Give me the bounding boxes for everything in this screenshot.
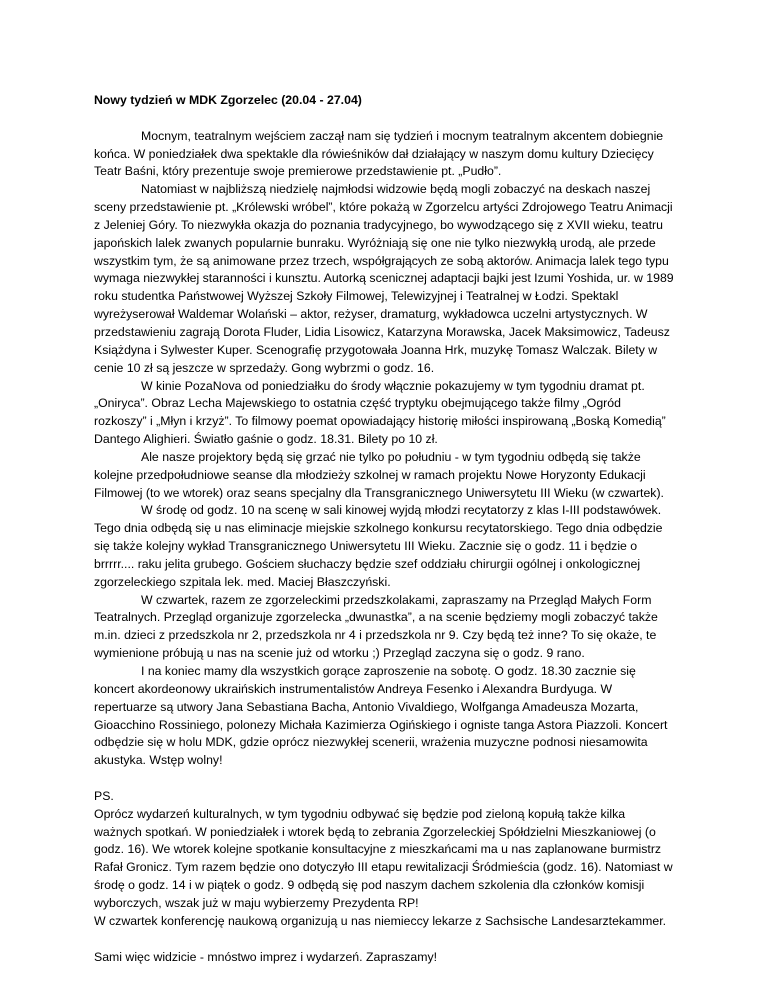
paragraph-cinema-oniryca: W kinie PozaNova od poniedziałku do środy włącznie pokazujemy w tym tygodniu dramat pt. „Oniryca”. Obraz Lecha Majewskiego to ostatnia część tryptyku obejmującego także filmy „Ogród rozkoszy” i „Młyn i krzyż”. To filmowy poemat opowiadający historię miłości inspirowaną „Boską Komedią” Dantego Alighieri. Światło gaśnie o godz. 18.31. Bilety po 10 zł. [94,378,666,447]
paragraph-accordion-concert: I na koniec mamy dla wszystkich gorące zaproszenie na sobotę. O godz. 18.30 zacznie się koncert akordeonowy ukraińskich instrumentalistów Andreya Fesenko i Alexandra Burdyuga. W repertuarze są utwory Jana Sebastiana Bacha, Antonio Vivaldiego, Wolfganga Amadeusza Mozarta, Gioacchino Rossiniego, polonezy Michała Kazimierza Ogińskiego i ogniste tanga Astora Piazzoli. Koncert odbędzie się w holu MDK, gdzie oprócz niezwykłej scenerii, wrażenia muzyczne podnosi niesamowita akustyka. Wstęp wolny! [94,664,668,768]
paragraph-krolewski-wrobel: Natomiast w najbliższą niedzielę najmłodsi widzowie będą mogli zobaczyć na deskach naszej sceny przedstawienie pt. „Królewski wróbel”, które pokażą w Zgorzelcu artyści Zdrojowego Teatru Animacji z Jeleniej Góry. To niezwykła okazja do poznania tradycyjnego, bo wywodzącego się z XVII wieku, teatru japońskich lalek zwanych popularnie bunraku. Wyróżniają się one nie tylko niezwykłą urodą, ale przede wszystkim tym, że są animowane przez trzech, współgrających ze sobą aktorów. Animacja lalek tego typu wymaga niezwykłej staranności i kunsztu. Autorką scenicznej adaptacji bajki jest Izumi Yoshida, ur. w 1989 roku studentka Państwowej Wyższej Szkoły Filmowej, Telewizyjnej i Teatralnej w Łodzi. Spektakl wyreżyserował Waldemar Wolański – aktor, reżyser, dramaturg, wykładowca uczelni artystycznych. W przedstawieniu zagrają Dorota Fluder, Lidia Lisowicz, Katarzyna Morawska, Jacek Maksimowicz, Tadeusz Książdyna i Sylwester Kuper. Scenografię przygotowała Joanna Hrk, muzykę Tomasz Walczak. Bilety w cenie 10 zł są jeszcze w sprzedaży. Gong wybrzmi o godz. 16. [94,182,674,375]
ps-paragraph-conference: W czwartek konferencję naukową organizują u nas niemieccy lekarze z Sachsische Landesarztekammer. [94,913,667,928]
paragraph-small-theater-forms: W czwartek, razem ze zgorzeleckimi przedszkolakami, zapraszamy na Przegląd Małych Form Teatralnych. Przegląd organizuje zgorzelecka „dwunastka”, a na scenie będziemy mogli zobaczyć także m.in. dzieci z przedszkola nr 2, przedszkola nr 4 i przedszkola nr 9. Czy będą też inne? To się okaże, te wymienione próbują u nas na scenie już od wtorku ;) Przegląd zaczyna się o godz. 9 rano. [94,592,658,661]
paragraph-theater-week: Mocnym, teatralnym wejściem zaczął nam się tydzień i mocnym teatralnym akcentem dobiegnie końca. W poniedziałek dwa spektakle dla rówieśników dał działający w naszym domu kultury Dziecięcy Teatr Baśni, który prezentuje swoje premierowe przedstawienie pt. „Pudło”. [94,128,664,179]
blank-line [94,770,676,788]
document-title: Nowy tydzień w MDK Zgorzelec (20.04 - 27.04) [94,93,362,107]
ps-paragraph-meetings: Oprócz wydarzeń kulturalnych, w tym tygodniu odbywać się będzie pod zieloną kopułą także kilka ważnych spotkań. W poniedziałek i wtorek będą to zebrania Zgorzeleckiej Spółdzielni Mieszkaniowej (o godz. 16). We wtorek kolejne spotkanie konsultacyjne z mieszkańcami ma u nas zaplanowane burmistrz Rafał Gronicz. Tym razem będzie ono dotyczyło III etapu rewitalizacji Śródmieścia (godz. 16). Natomiast w środę o godz. 14 i w piątek o godz. 9 odbędą się pod naszym dachem szkolenia dla członków komisji wyborczych, wszak już w maju wybierzemy Prezydenta RP! [94,806,673,910]
closing-line: Sami więc widzicie - mnóstwo imprez i wydarzeń. Zapraszamy! [94,949,438,964]
blank-line [94,110,676,128]
paragraph-recitation-lecture: W środę od godz. 10 na scenę w sali kinowej wyjdą młodzi recytatorzy z klas I-III podstawówek. Tego dnia odbędą się u nas eliminacje miejskie szkolnego konkursu recytatorskiego. Tego dnia odbędzie się także kolejny wykład Transgranicznego Uniwersytetu III Wieku. Zacznie się o godz. 11 i będzie o brrrrr.... raku jelita grubego. Gościem słuchaczy będzie szef oddziału chirurgii ogólnej i onkologicznej zgorzeleckiego szpitala lek. med. Maciej Błaszczyński. [94,503,663,589]
ps-label: PS. [94,788,114,803]
paragraph-film-education: Ale nasze projektory będą się grzać nie tylko po południu - w tym tygodniu odbędą się także kolejne przedpołudniowe seanse dla młodzieży szkolnej w ramach projektu Nowe Horyzonty Edukacji Filmowej (to we wtorek) oraz seans specjalny dla Transgranicznego Uniwersytetu III Wieku (w czwartek). [94,449,664,500]
document-page [94,92,676,966]
blank-line [94,931,676,949]
